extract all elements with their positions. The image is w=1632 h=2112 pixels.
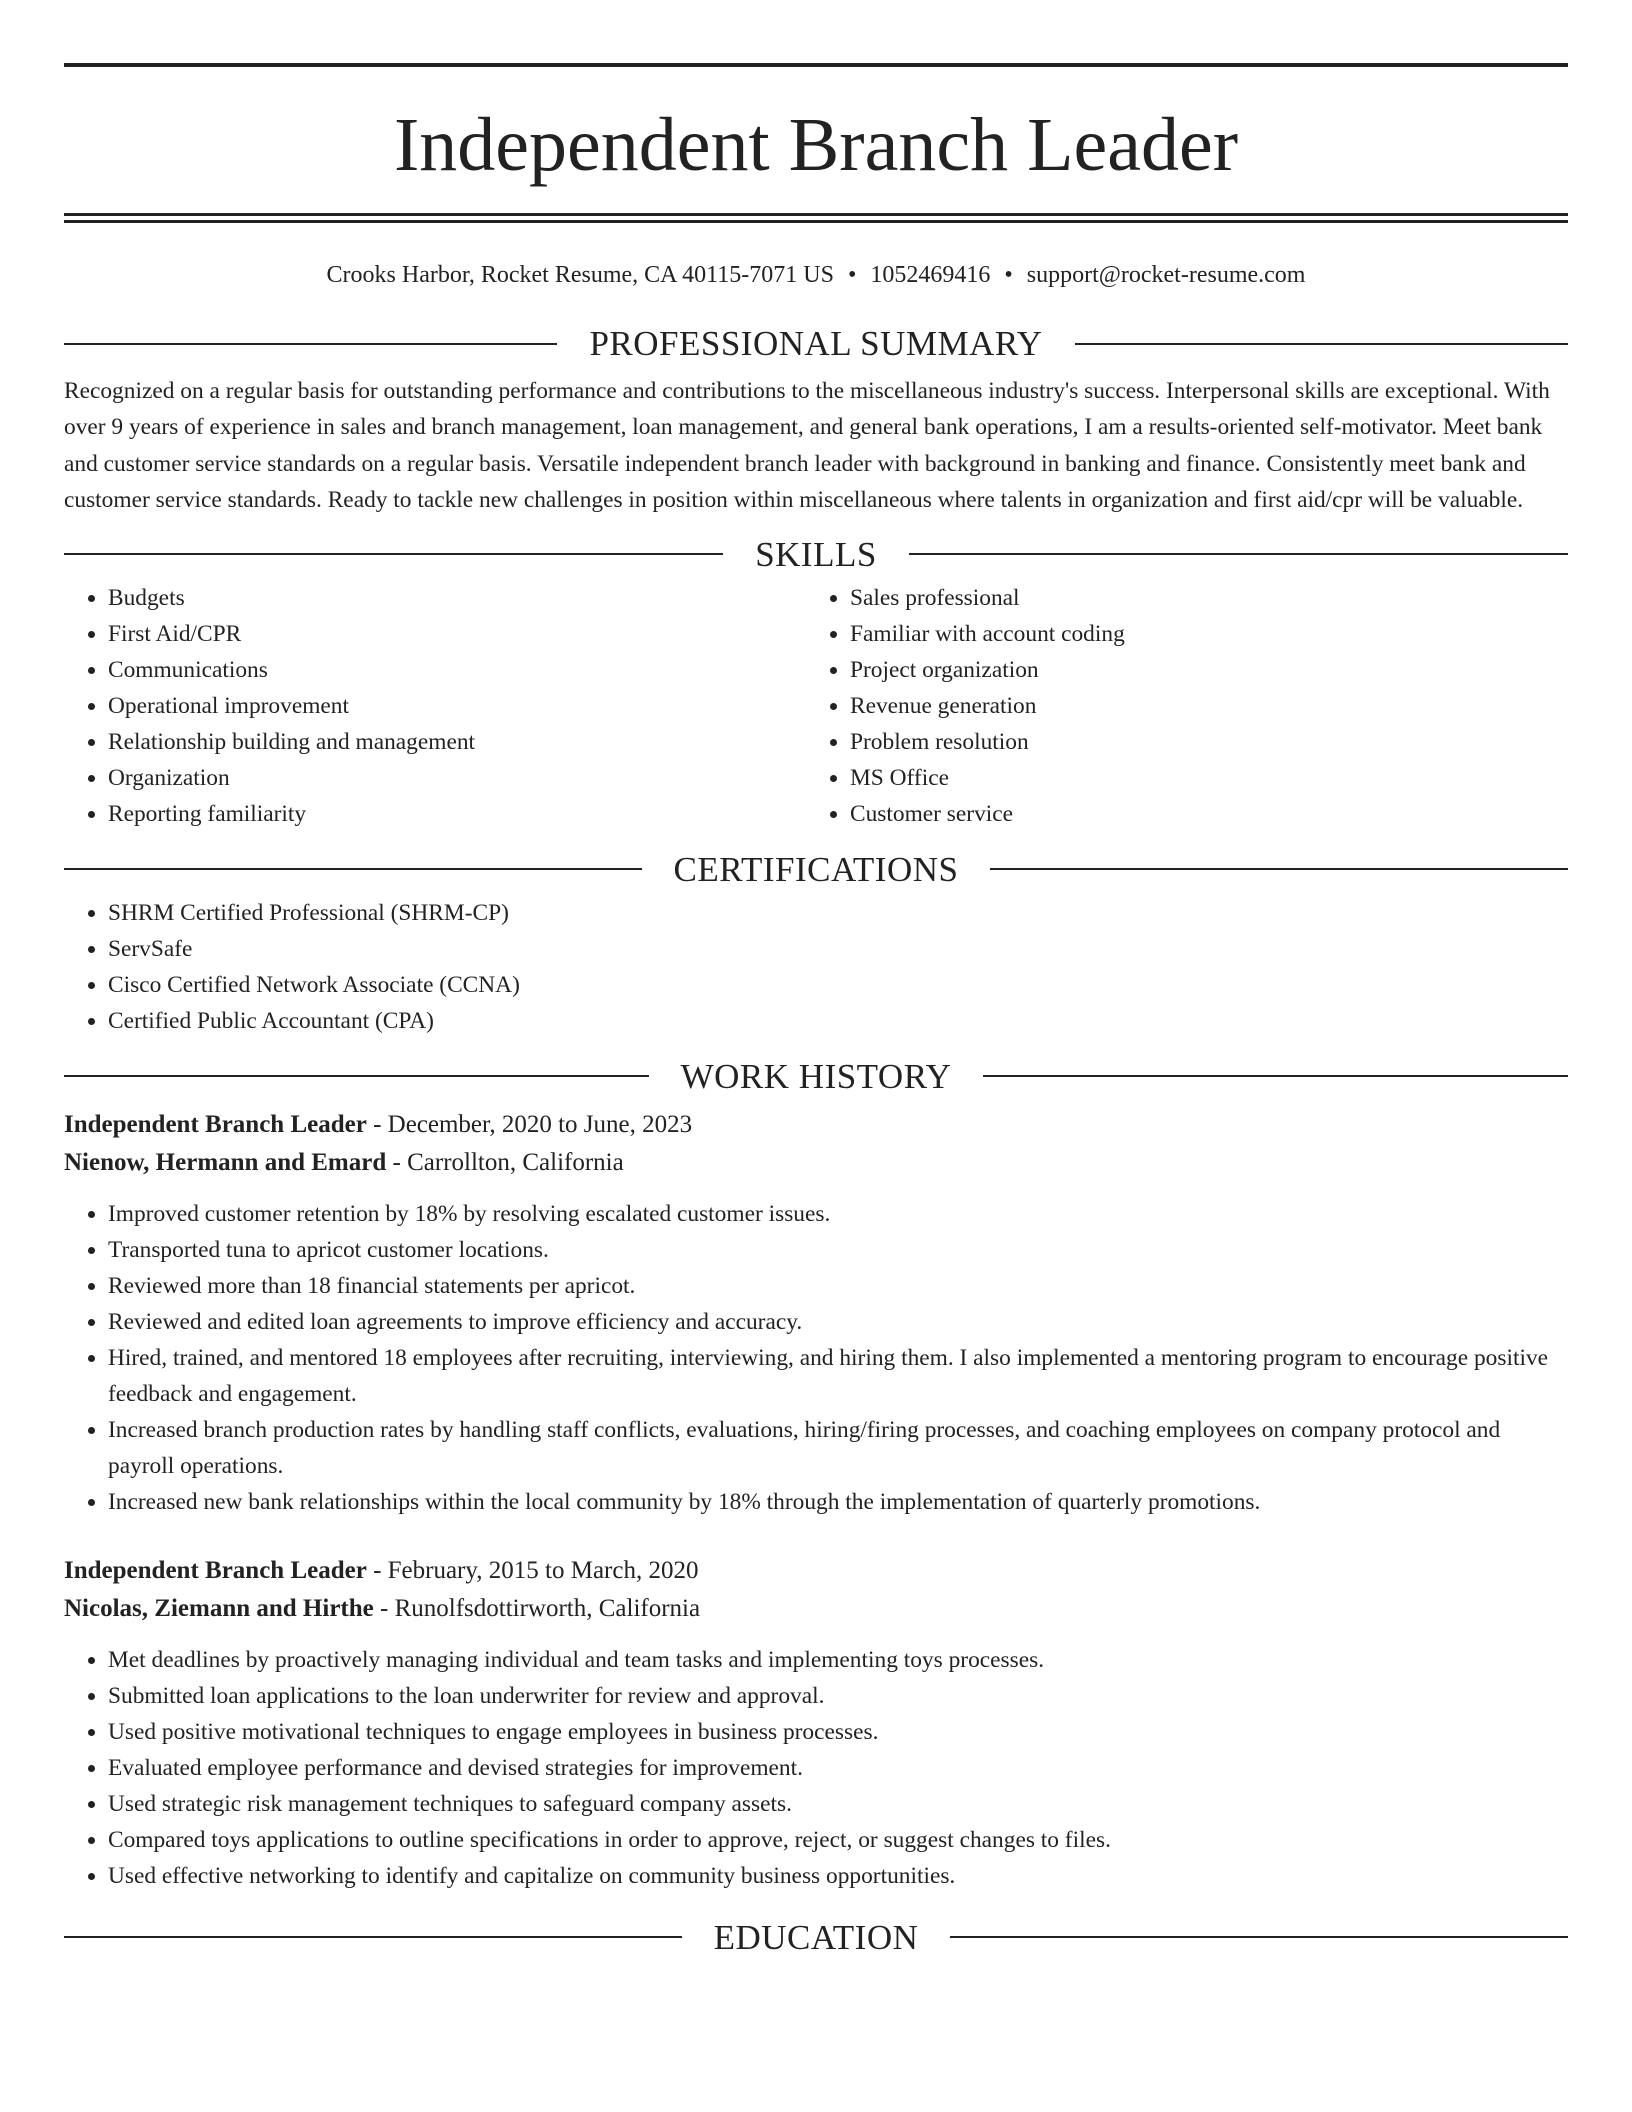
job-company-line — [64, 1144, 1568, 1182]
certifications-list — [64, 895, 1568, 1039]
skills-list-left — [64, 580, 806, 832]
skill-item: • Project organization — [850, 652, 1548, 688]
heading-rule-left — [64, 1075, 649, 1077]
education-heading — [64, 1917, 1568, 1957]
skill-item: • Familiar with account coding — [850, 616, 1548, 652]
work-history-heading — [64, 1056, 1568, 1096]
job-title: Independent Branch Leader — [64, 1556, 367, 1584]
job-bullets — [64, 1196, 1568, 1520]
job-bullet: • Used strategic risk management techniques to safeguard company assets. — [108, 1786, 1568, 1822]
job-company: Nicolas, Ziemann and Hirthe — [64, 1594, 374, 1622]
job-entry — [64, 1552, 1568, 1894]
skill-item: • Budgets — [108, 580, 806, 616]
job-dates: December, 2020 to June, 2023 — [387, 1110, 693, 1138]
job-bullet: • Increased new bank relationships within the local community by 18% through the implementation of quarterly promotions. — [108, 1484, 1568, 1520]
certification-item: • ServSafe — [108, 931, 1568, 967]
job-bullet: • Reviewed and edited loan agreements to improve efficiency and accuracy. — [108, 1304, 1568, 1340]
heading-rule-right — [1075, 343, 1568, 345]
heading-rule-right — [983, 1075, 1568, 1077]
job-bullet: • Increased branch production rates by handling staff conflicts, evaluations, hiring/firing processes, and coaching employees on company protocol and payroll operations. — [108, 1412, 1568, 1484]
contact-separator: • — [847, 262, 857, 288]
job-dash: - — [366, 1110, 388, 1138]
header-double-rule — [64, 213, 1568, 223]
skill-item: • Reporting familiarity — [108, 796, 806, 832]
certification-item: • Certified Public Accountant (CPA) — [108, 1003, 1568, 1039]
heading-rule-left — [64, 1936, 682, 1938]
job-dash: - — [366, 1556, 388, 1584]
job-location: Runolfsdottirworth, California — [394, 1594, 701, 1622]
contact-email: support@rocket-resume.com — [1026, 262, 1306, 288]
skills-list-right — [806, 580, 1548, 832]
heading-rule-right — [990, 868, 1568, 870]
skill-item: • Revenue generation — [850, 688, 1548, 724]
job-dash: - — [373, 1594, 395, 1622]
heading-rule-left — [64, 868, 642, 870]
job-company-line — [64, 1590, 1568, 1628]
contact-address: Crooks Harbor, Rocket Resume, CA 40115-7071 US — [326, 262, 834, 288]
job-bullet: • Reviewed more than 18 financial statements per apricot. — [108, 1268, 1568, 1304]
skills-heading-title: SKILLS — [755, 534, 877, 574]
job-bullet: • Improved customer retention by 18% by resolving escalated customer issues. — [108, 1196, 1568, 1232]
job-dash: - — [386, 1148, 408, 1176]
summary-heading-title: PROFESSIONAL SUMMARY — [589, 324, 1043, 363]
heading-rule-left — [64, 343, 557, 345]
job-bullet: • Hired, trained, and mentored 18 employees after recruiting, interviewing, and hiring them. I also implemented a mentoring program to encourage positive feedback and engagement. — [108, 1340, 1568, 1412]
skills-heading — [64, 534, 1568, 574]
job-bullet: • Used effective networking to identify and capitalize on community business opportunities. — [108, 1858, 1568, 1894]
heading-rule-right — [950, 1936, 1568, 1938]
contact-phone: 1052469416 — [870, 262, 991, 288]
certifications-heading — [64, 849, 1568, 889]
skill-item: • Relationship building and management — [108, 724, 806, 760]
skill-item: • Problem resolution — [850, 724, 1548, 760]
job-title: Independent Branch Leader — [64, 1110, 367, 1138]
contact-line — [64, 260, 1568, 290]
job-title-line — [64, 1106, 1568, 1144]
certification-item: • Cisco Certified Network Associate (CCNA) — [108, 967, 1568, 1003]
work-history-heading-title: WORK HISTORY — [680, 1056, 952, 1096]
skill-item: • Sales professional — [850, 580, 1548, 616]
skill-item: • Customer service — [850, 796, 1548, 832]
job-dates: February, 2015 to March, 2020 — [387, 1556, 699, 1584]
summary-heading — [64, 326, 1568, 361]
top-rule — [64, 63, 1568, 67]
job-bullet: • Used positive motivational techniques to engage employees in business processes. — [108, 1714, 1568, 1750]
skill-item: • MS Office — [850, 760, 1548, 796]
skill-item: • First Aid/CPR — [108, 616, 806, 652]
contact-separator: • — [1004, 262, 1013, 288]
summary-text: Recognized on a regular basis for outstanding performance and contributions to the miscellaneous industry's success. Interpersonal skills are exceptional. With over 9 years of experience in sales and branch management, loan management, and general bank operations, I am a results-oriented self-motivator. Meet bank and customer service standards on a regular basis. Versatile independent branch leader with background in banking and finance. Consistently meet bank and customer service standards. Ready to tackle new challenges in position within miscellaneous where talents in organization and first aid/cpr will be valuable. — [64, 378, 1550, 514]
job-bullet: • Compared toys applications to outline specifications in order to approve, reject, or suggest changes to files. — [108, 1822, 1568, 1858]
job-bullets — [64, 1642, 1568, 1894]
certification-item: • SHRM Certified Professional (SHRM-CP) — [108, 895, 1568, 931]
job-company: Nienow, Hermann and Emard — [64, 1148, 387, 1176]
job-location: Carrollton, California — [407, 1148, 624, 1176]
certifications-heading-title: CERTIFICATIONS — [673, 849, 959, 889]
heading-rule-left — [64, 553, 723, 555]
skills-grid — [64, 580, 1568, 832]
skill-item: • Organization — [108, 760, 806, 796]
job-bullet: • Met deadlines by proactively managing individual and team tasks and implementing toys processes. — [108, 1642, 1568, 1678]
heading-rule-right — [909, 553, 1568, 555]
education-heading-title: EDUCATION — [713, 1917, 919, 1957]
job-title-line — [64, 1552, 1568, 1590]
job-entry — [64, 1106, 1568, 1520]
skill-item: • Communications — [108, 652, 806, 688]
job-bullet: • Transported tuna to apricot customer locations. — [108, 1232, 1568, 1268]
candidate-name: Independent Branch Leader — [393, 103, 1238, 187]
job-bullet: • Submitted loan applications to the loan underwriter for review and approval. — [108, 1678, 1568, 1714]
skill-item: • Operational improvement — [108, 688, 806, 724]
job-bullet: • Evaluated employee performance and devised strategies for improvement. — [108, 1750, 1568, 1786]
